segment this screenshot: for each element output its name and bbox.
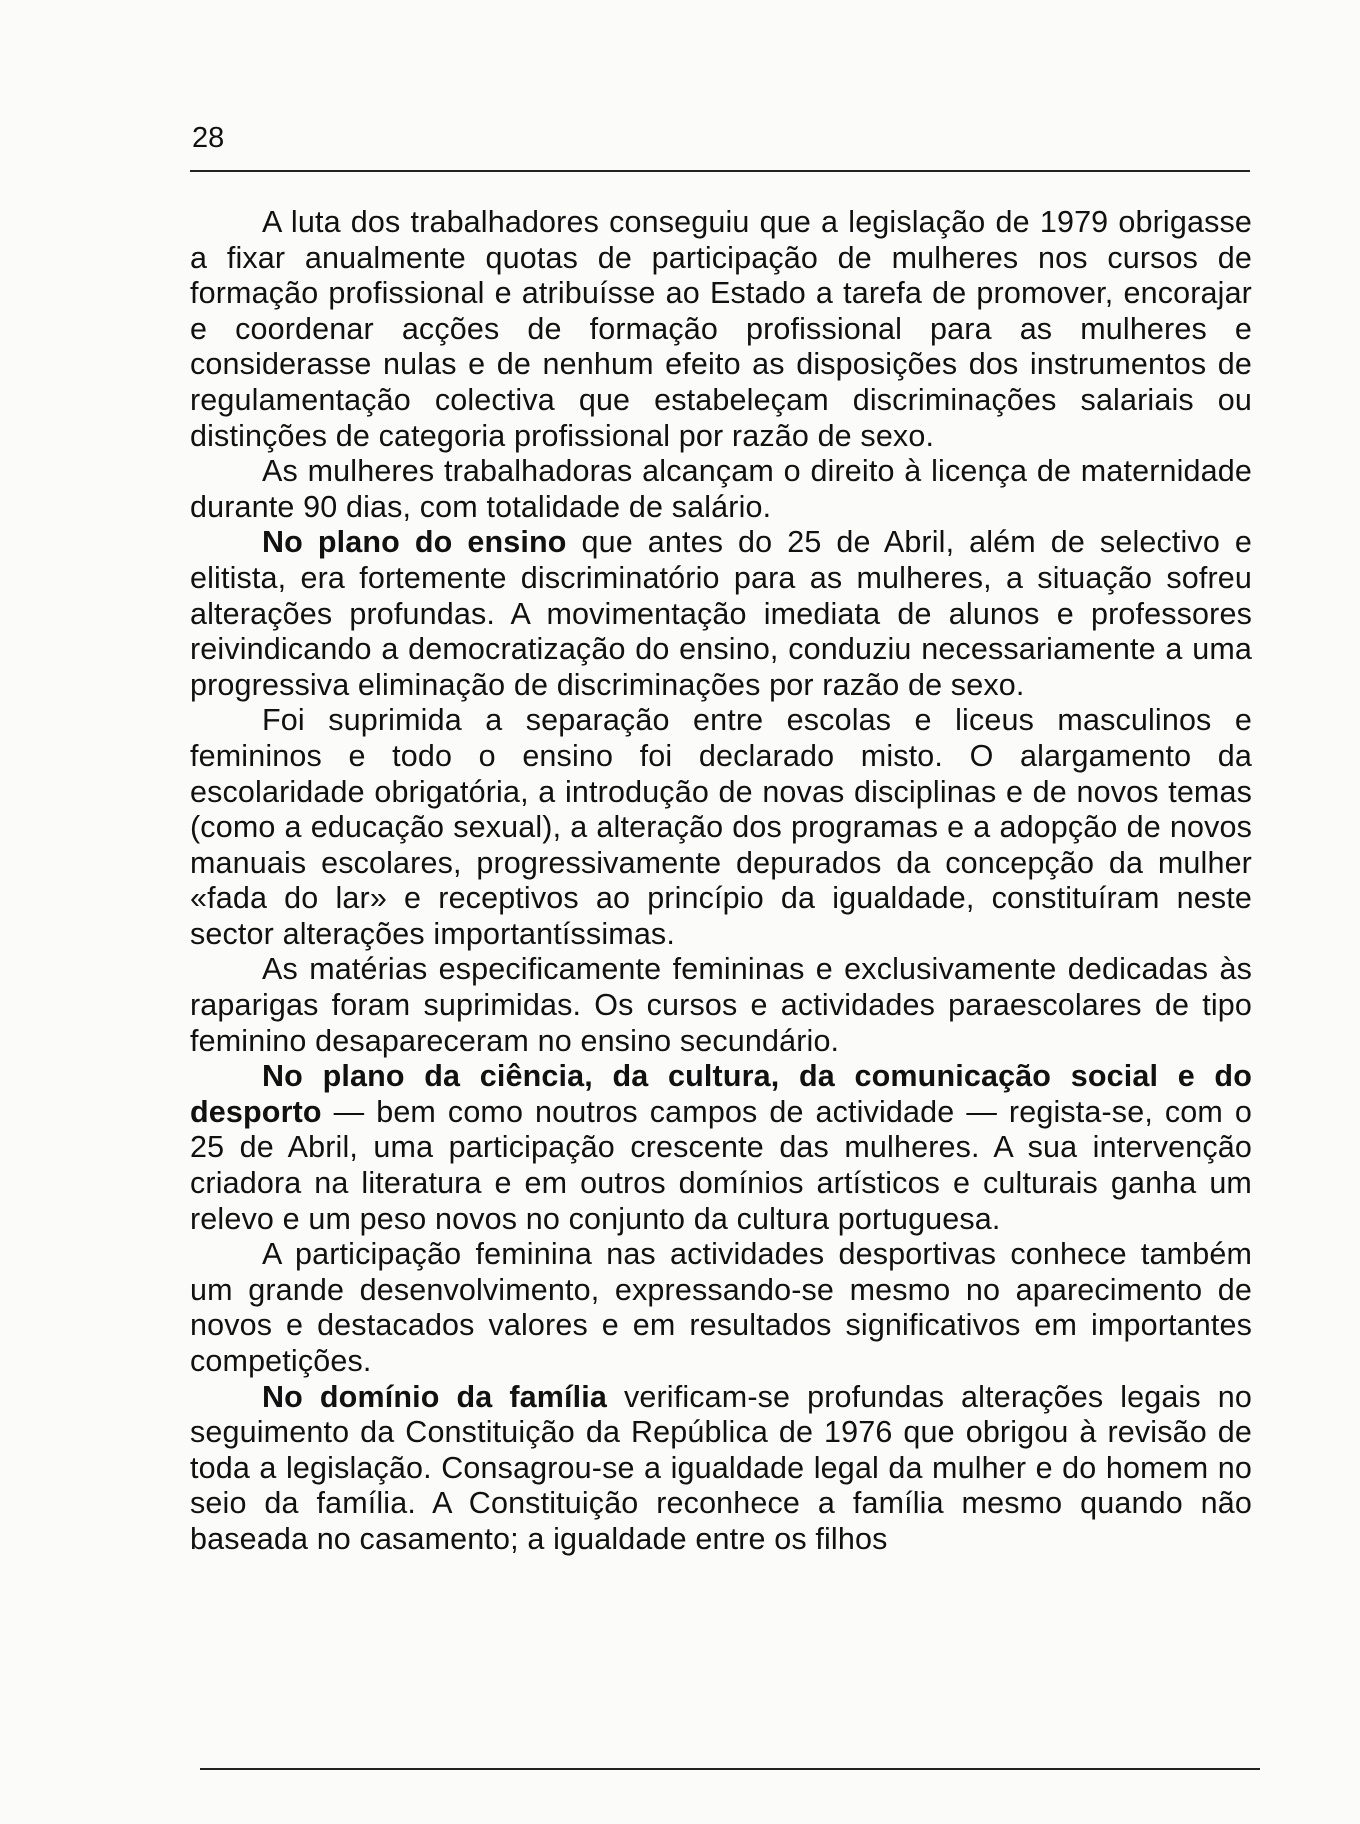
paragraph-2: [190, 454, 1252, 525]
paragraph-lead: No domínio da família: [262, 1379, 608, 1414]
paragraph-text: As mulheres trabalhadoras alcançam o direito à licença de maternidade durante 90 dias, com totalidade de salário.: [190, 454, 1252, 524]
paragraph-6: [190, 1059, 1252, 1237]
paragraph-text: A participação feminina nas actividades desportivas conhece também um grande desenvolvimento, expressando-se mesmo no aparecimento de novos e destacados valores e em resultados significativos em importantes competições.: [190, 1237, 1252, 1378]
paragraph-5: [190, 952, 1252, 1059]
page-number: 28: [192, 122, 225, 154]
paragraph-1: [190, 205, 1252, 454]
paragraph-4: [190, 703, 1252, 952]
paragraph-text: verificam-se profundas alterações legais no seguimento da Constituição da República de 1976 que obrigou à revisão de toda a legislação. Consagrou-se a igualdade legal da mulher e do homem no seio da família. A Constituição reconhece a família mesmo quando não baseada no casamento; a igualdade entre os filhos: [190, 1379, 1252, 1556]
paragraph-text: Foi suprimida a separação entre escolas e liceus masculinos e femininos e todo o ensino foi declarado misto. O alargamento da escolaridade obrigatória, a introdução de novas disciplinas e de novos temas (como a educação sexual), a alteração dos programas e a adopção de novos manuais escolares, progressivamente depurados da concepção da mulher «fada do lar» e receptivos ao princípio da igualdade, constituíram neste sector alterações importantíssimas.: [190, 703, 1252, 951]
footer-rule: [200, 1768, 1260, 1770]
paragraph-8: [190, 1380, 1252, 1558]
paragraph-3: [190, 525, 1252, 703]
paragraph-7: [190, 1237, 1252, 1379]
paragraph-text: — bem como noutros campos de actividade — regista-se, com o 25 de Abril, uma participação crescente das mulheres. A sua intervenção criadora na literatura e em outros domínios artísticos e culturais ganha um relevo e um peso novos no conjunto da cultura portuguesa.: [190, 1094, 1252, 1236]
paragraph-text: que antes do 25 de Abril, além de selectivo e elitista, era fortemente discriminatório para as mulheres, a situação sofreu alterações profundas. A movimentação imediata de alunos e professores reivindicando a democratização do ensino, conduziu necessariamente a uma progressiva eliminação de discriminações por razão de sexo.: [190, 525, 1252, 702]
paragraph-text: A luta dos trabalhadores conseguiu que a legislação de 1979 obrigasse a fixar anualmente quotas de participação de mulheres nos cursos de formação profissional e atribuísse ao Estado a tarefa de promover, encorajar e coordenar acções de formação profissional para as mulheres e considerasse nulas e de nenhum efeito as disposições dos instrumentos de regulamentação colectiva que estabeleçam discriminações salariais ou distinções de categoria profissional por razão de sexo.: [190, 205, 1252, 453]
header-rule: [190, 170, 1250, 172]
paragraph-lead: No plano do ensino: [262, 525, 567, 560]
paragraph-lead: No plano da ciência, da cultura, da comunicação social e do desporto: [190, 1059, 1252, 1129]
paragraph-text: As matérias especificamente femininas e exclusivamente dedicadas às raparigas foram suprimidas. Os cursos e actividades paraescolares de tipo feminino desapareceram no ensino secundário.: [190, 952, 1252, 1058]
text-body: [190, 205, 1252, 1558]
